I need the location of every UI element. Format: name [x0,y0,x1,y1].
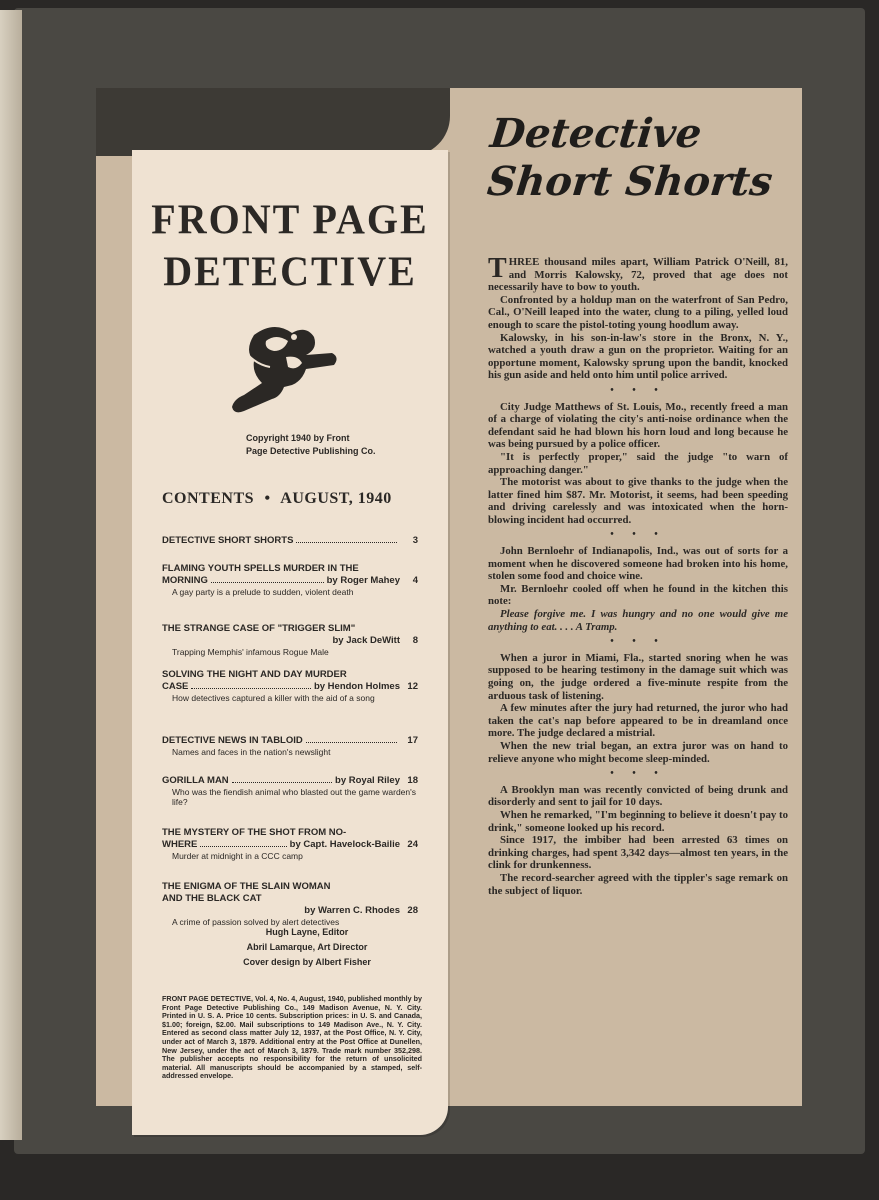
article-paragraph: Since 1917, the imbiber had been arrested 63 times on drinking charges, had spent 3,342 days—almost ten years, in the clink for drunkenness. [488,834,788,872]
revolver-icon [214,315,344,415]
publication-fineprint: FRONT PAGE DETECTIVE, Vol. 4, No. 4, August, 1940, published monthly by Front Page Detective Publishing Co., 149 Madison Avenue, N. Y. City. Printed in U. S. A. Price 10 cents. Subscription prices: in U. S. and Canada, $1.00; foreign, $2.00. Mail subscriptions to 149 Madison Ave., N. Y. City. Entered as second class matter July 12, 1937, at the Post Office, N. Y. City, under act of March 3, 1879. Additional entry at the Post Office at Dunellen, New Jersey, under the act of March 3, 1879. Trade mark number 352,298. The publisher accepts no responsibility for the return of unsolicited material. All manuscripts should be accompanied by a stamped, self-addressed envelope. [162,994,422,1081]
section-separator: • • • [610,529,666,541]
feature-article [488,253,788,897]
toc-item[interactable]: DETECTIVE SHORT SHORTS 3 [162,535,418,546]
toc-item[interactable]: DETECTIVE NEWS IN TABLOID 17 Names and faces in the nation's newslight [162,735,418,757]
article-paragraph: A Brooklyn man was recently convicted of being drunk and disorderly and sent to jail for 10 days. [488,783,788,809]
toc-item[interactable]: FLAMING YOUTH SPELLS MURDER IN THE MORNING by Roger Mahey 4 A gay party is a prelude to sudden, violent death [162,563,418,597]
page-edge [0,10,22,1140]
section-separator: • • • [610,636,666,648]
toc-item[interactable]: THE ENIGMA OF THE SLAIN WOMAN AND THE BLACK CAT by Warren C. Rhodes 28 A crime of passion solved by alert detectives [162,881,418,927]
section-separator: • • • [610,384,666,396]
toc-item[interactable]: THE MYSTERY OF THE SHOT FROM NO- WHERE by Capt. Havelock-Bailie 24 Murder at midnight in a CCC camp [162,827,418,861]
article-paragraph: When he remarked, "I'm beginning to believe it doesn't pay to drink," someone looked up his record. [488,808,788,834]
article-paragraph: "It is perfectly proper," said the judge "to warn of approaching danger." [488,450,788,476]
article-paragraph: Please forgive me. I was hungry and no one would give me anything to eat. . . . A Tramp. [488,608,788,633]
toc-item[interactable]: GORILLA MAN by Royal Riley 18 Who was the fiendish animal who blasted out the game warden's life? [162,775,418,807]
decorative-swoosh [96,88,450,156]
feature-title: Detective Short Shorts [485,110,775,205]
article-paragraph: Confronted by a holdup man on the waterfront of San Pedro, Cal., O'Neill leaped into the water, clung to a piling, yelled loud enough to scare the pistol-toting young hoodlum away. [488,293,788,331]
staff-credits: Hugh Layne, Editor Abril Lamarque, Art Director Cover design by Albert Fisher [243,927,371,967]
section-separator: • • • [610,768,666,780]
article-paragraph: The motorist was about to give thanks to the judge when the latter fined him $87. Mr. Motorist, it seems, had been speeding and driving carelessly and was intoxicated when the horn-blowing incident had occurred. [488,476,788,526]
drop-cap: T [488,253,507,284]
copyright-notice: Copyright 1940 by Front Page Detective Publishing Co. [246,433,376,456]
article-paragraph: THREE thousand miles apart, William Patrick O'Neill, 81, and Morris Kalowsky, 72, proved that age does not necessarily have to bow to youth. [488,253,788,294]
article-paragraph: When a juror in Miami, Fla., started snoring when he was supposed to be hearing testimony in the damage suit which was going on, the judge ordered a five-minute respite from the arduous task of listening. [488,651,788,702]
article-paragraph: John Bernloehr of Indianapolis, Ind., was out of sorts for a moment when he discovered someone had broken into his home, stolen some food and choice wine. [488,545,788,583]
masthead-line2: DETECTIVE [163,247,417,296]
article-paragraph: When the new trial began, an extra juror was on hand to relieve anyone who might become sleep-minded. [488,739,788,765]
article-paragraph: Mr. Bernloehr cooled off when he found in the kitchen this note: [488,582,788,608]
article-paragraph: City Judge Matthews of St. Louis, Mo., recently freed a man of a charge of violating the city's anti-noise ordinance when the defendant said he had blown his horn loud and long because he was being pursued by a police officer. [488,400,788,451]
feature-column [450,92,802,1102]
article-paragraph: Kalowsky, in his son-in-law's store in the Bronx, N. Y., watched a youth draw a gun on the proprietor. Waiting for an opportune moment, Kalowsky sprung upon the bandit, knocked his gun aside and held onto him until police arrived. [488,331,788,382]
article-paragraph: The record-searcher agreed with the tippler's sage remark on the subject of liquor. [488,871,788,897]
masthead-line1: FRONT PAGE [151,195,429,244]
toc-item[interactable]: THE STRANGE CASE OF "TRIGGER SLIM" by Jack DeWitt 8 Trapping Memphis' infamous Rogue Male [162,623,418,657]
contents-panel [132,150,448,1135]
toc-item[interactable]: SOLVING THE NIGHT AND DAY MURDER CASE by Hendon Holmes 12 How detectives captured a killer with the aid of a song [162,669,418,703]
contents-header: CONTENTS • AUGUST, 1940 [162,490,392,507]
article-paragraph: A few minutes after the jury had returned, the juror who had taken the cat's nap before appeared to be in dreamland once more. The judge declared a mistrial. [488,702,788,740]
